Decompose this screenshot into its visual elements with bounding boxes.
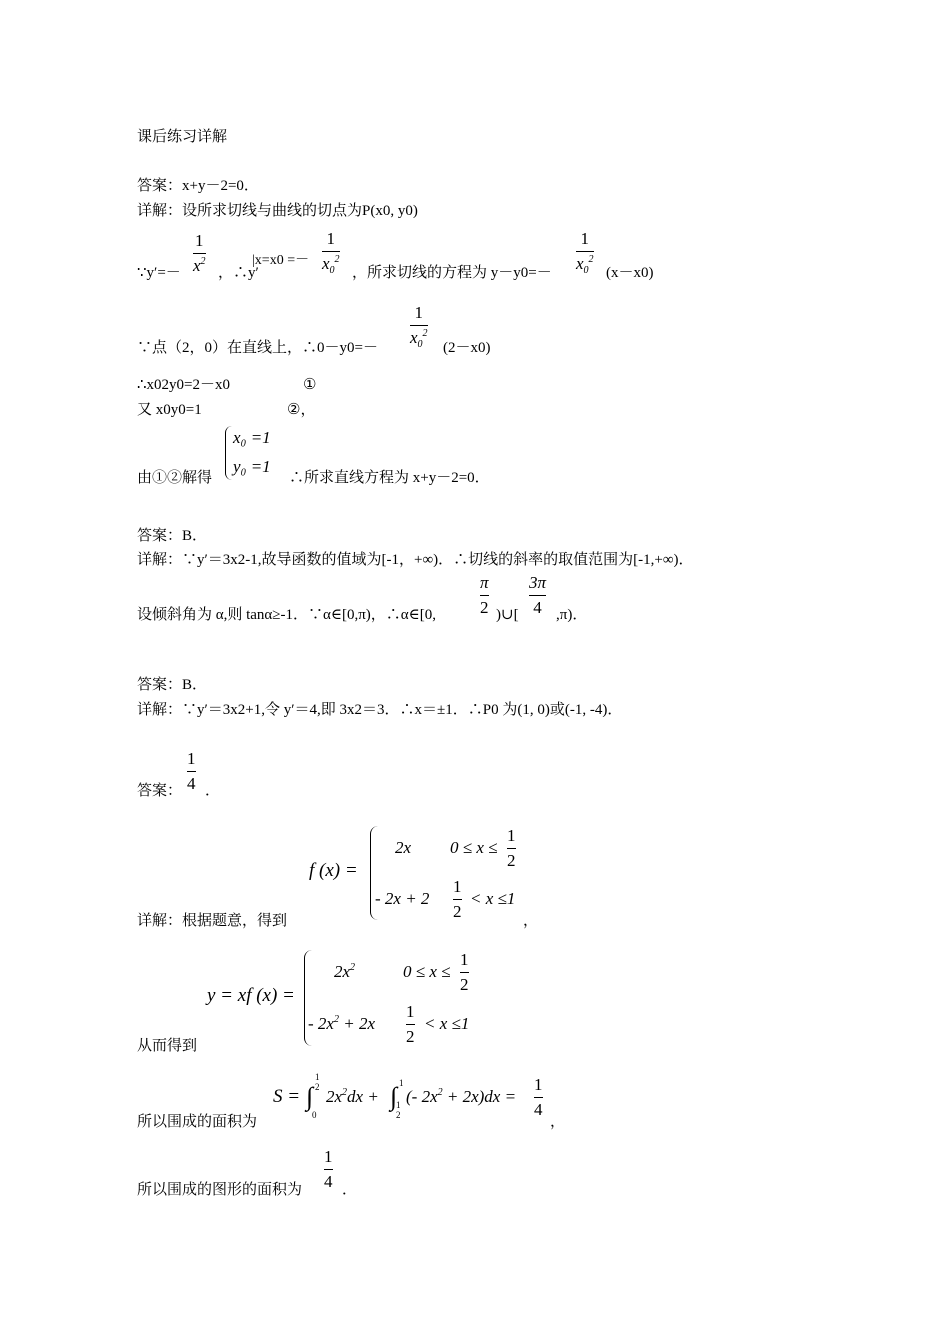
- q1-frac-1-over-x0sq-c: 1 $x_0^2$: [410, 303, 428, 350]
- q1-eq1: ∴x02y0=2－x0: [137, 377, 231, 393]
- q1-system-brace: [225, 426, 232, 480]
- q1-deriv-mid: ，∴y′: [218, 265, 259, 281]
- q4-integral-sign-1: ∫: [306, 1082, 314, 1111]
- q1-solve-prefix: 由①②解得: [137, 470, 213, 486]
- q1-solve-tail: ∴所求直线方程为 x+y－2=0．: [289, 470, 490, 486]
- q4-fx-case2-cond: < x ≤1: [470, 889, 516, 908]
- q2-detail: 详解：∵y′＝3x2-1,故导函数的值域为[-1，+∞)．∴切线的斜率的取值范围为[-1,+∞)．: [137, 552, 694, 568]
- q4-y-case2-cond: < x ≤1: [424, 1014, 470, 1033]
- q4-fx-case2-half: 1 2: [453, 877, 462, 921]
- q1-deriv-prefix: ∵y′=－: [137, 265, 181, 281]
- q4-y-case1-expr: $2x^2$: [334, 962, 356, 981]
- q1-system-line-1: x₀ =1: [233, 428, 271, 447]
- q1-point: ∵点（2，0）在直线上，∴0－y0=－: [137, 340, 378, 356]
- q4-fx-case1-cond: 0 ≤ x ≤: [450, 838, 498, 857]
- q1-system-line-2: y₀ =1: [233, 457, 271, 476]
- q4-y-case2-expr: - $2x^2 + 2x$: [308, 1014, 375, 1033]
- q1-frac-1-over-x2: 1 $x^2$: [193, 231, 206, 275]
- q1-deriv-eval: |x=x0 =－: [252, 253, 310, 268]
- q4-answer-frac: 1 4: [187, 749, 196, 793]
- q4-integral-2-body: (- $2x^2 + 2x)dx$ =: [406, 1087, 517, 1106]
- q1-deriv-end: (x－x0): [606, 265, 654, 281]
- q4-fx-case1-expr: 2x: [395, 838, 412, 857]
- q4-comma: ，: [523, 913, 539, 929]
- q4-integral-2-upper: 1: [399, 1078, 404, 1088]
- q2-angle-end: ,π)．: [556, 607, 588, 623]
- q1-frac-1-over-x0sq-b: 1 $x_0^2$: [576, 229, 594, 276]
- q4-y-case1-cond: 0 ≤ x ≤: [403, 962, 451, 981]
- q1-point-end: (2－x0): [443, 340, 491, 356]
- q4-fx-case1-half: 1 2: [507, 826, 516, 870]
- q4-answer-tail: ．: [205, 783, 221, 799]
- q4-fx-label: f (x) =: [309, 860, 358, 881]
- q4-y-case1-half: 1 2: [460, 950, 469, 994]
- q1-deriv-tail: ，所求切线的方程为 y－y0=－: [352, 265, 552, 281]
- q4-integral-result: 1 4: [534, 1075, 543, 1119]
- q4-integral-1-body: $2x^2dx$ +: [326, 1087, 379, 1106]
- q3-answer: 答案：B．: [137, 677, 208, 693]
- q4-area-comma: ，: [550, 1114, 566, 1130]
- q1-eq2-mark: ②，: [287, 402, 316, 418]
- q4-final-prefix: 所以围成的图形的面积为: [137, 1182, 303, 1198]
- q4-final-frac: 1 4: [324, 1147, 333, 1191]
- q4-then-prefix: 从而得到: [137, 1038, 198, 1054]
- q4-integral-1-upper: 1 2: [315, 1072, 320, 1092]
- q4-y-case2-half: 1 2: [406, 1002, 415, 1046]
- q2-angle-prefix: 设倾斜角为 α,则 tanα≥-1．∵α∈[0,π)，∴α∈[0,: [137, 607, 437, 623]
- q4-final-tail: ．: [342, 1182, 358, 1198]
- q2-frac-3pi-over-4: 3π 4: [529, 573, 547, 617]
- q2-angle-mid: )∪[: [496, 607, 519, 623]
- q4-fx-case2-expr: - 2x + 2: [375, 889, 430, 908]
- q4-integral-1-lower: 0: [312, 1110, 317, 1120]
- q3-detail: 详解：∵y′＝3x2+1,令 y′＝4,即 3x2＝3．∴x＝±1．∴P0 为(1, 0)或(-1, -4)．: [137, 702, 623, 718]
- q2-answer: 答案：B．: [137, 528, 208, 544]
- q4-y-label: y = xf (x) =: [207, 985, 295, 1006]
- q1-frac-1-over-x0sq: 1 $x_0^2$: [322, 229, 340, 276]
- q4-integral-S: S =: [273, 1086, 301, 1107]
- q4-detail-prefix: 详解：根据题意，得到: [137, 913, 288, 929]
- q4-answer-prefix: 答案：: [137, 783, 183, 799]
- q4-integral-sign-2: ∫: [390, 1082, 398, 1111]
- q1-eq1-mark: ①: [303, 377, 317, 393]
- q1-answer: 答案：x+y－2=0．: [137, 178, 259, 194]
- q2-frac-pi-over-2: π 2: [480, 573, 489, 617]
- q4-area-prefix: 所以围成的面积为: [137, 1114, 258, 1130]
- q4-integral-2-lower: 1 2: [396, 1100, 401, 1120]
- q1-eq2: 又 x0y0=1: [137, 402, 202, 418]
- page-title: 课后练习详解: [137, 129, 228, 145]
- q1-detail: 详解：设所求切线与曲线的切点为P(x0, y0): [137, 203, 418, 219]
